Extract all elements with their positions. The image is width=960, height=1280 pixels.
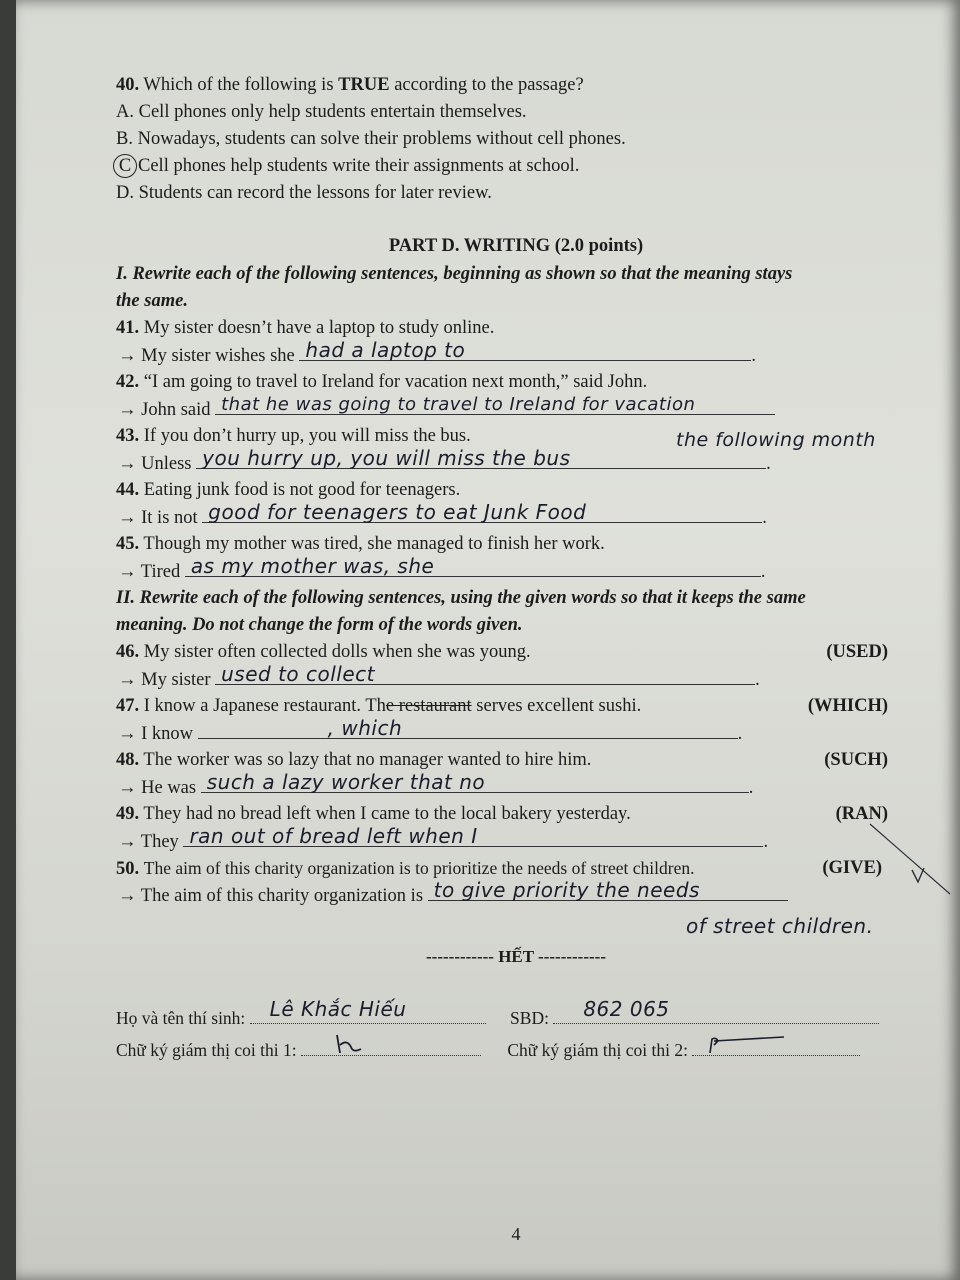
q40-stem-pre: Which of the following is	[143, 75, 334, 95]
q-number: 46.	[116, 642, 140, 662]
margin-pen-marks	[840, 800, 960, 920]
q-number: 42.	[116, 372, 140, 392]
page-number: 4	[511, 1224, 521, 1244]
q-text: Though my mother was tired, she managed to finish her work.	[143, 534, 605, 554]
handwritten-answer: you hurry up, you will miss the bus	[202, 446, 571, 470]
q-prompt: → John said	[118, 400, 211, 420]
end-marker: ------------ HẾT ------------	[426, 947, 606, 966]
q-text: They had no bread left when I came to the local bakery yesterday.	[143, 804, 631, 824]
q-number: 47.	[116, 696, 140, 716]
q-text: “I am going to travel to Ireland for vacation next month,” said John.	[143, 372, 648, 392]
sign2-label: Chữ ký giám thị coi thi 2:	[507, 1040, 688, 1060]
given-word: (GIVE)	[822, 858, 882, 878]
handwritten-answer: used to collect	[221, 662, 376, 686]
q-text: My sister often collected dolls when she was young.	[143, 642, 531, 662]
q-prompt: → He was	[118, 778, 197, 798]
section-1-instruction-cont: the same.	[116, 291, 188, 311]
q-prompt: → I know	[118, 724, 194, 744]
option-text: Nowadays, students can solve their problems without cell phones.	[137, 129, 626, 149]
answer-blank[interactable]	[215, 396, 775, 415]
sign1-label: Chữ ký giám thị coi thi 1:	[116, 1040, 297, 1060]
handwritten-answer: that he was going to travel to Ireland for vacation	[221, 394, 696, 415]
handwritten-sbd: 862 065	[583, 997, 670, 1021]
q40-stem-post: according to the passage?	[394, 75, 584, 95]
q47-answer-line: → I know , which .	[118, 716, 743, 744]
q-prompt: → They	[118, 832, 179, 852]
signature-1	[331, 1031, 371, 1057]
option-letter: B.	[116, 129, 133, 149]
exam-content	[116, 72, 916, 1244]
q-text: My sister doesn’t have a laptop to study online.	[143, 318, 495, 338]
section-1-instruction: I. Rewrite each of the following sentences, beginning as shown so that the meaning stays	[116, 264, 793, 284]
signature-row	[116, 1034, 916, 1066]
answer-blank[interactable]	[215, 662, 755, 686]
q43-answer-line: → Unless you hurry up, you will miss the bus .	[118, 446, 771, 474]
name-label: Họ và tên thí sinh:	[116, 1008, 246, 1028]
answer-blank[interactable]	[202, 500, 762, 524]
q41-text	[116, 315, 916, 342]
q-text-cont: serves excellent sushi.	[471, 696, 642, 716]
q-text: I know a Japanese restaurant. Th	[143, 696, 386, 716]
q-prompt: → Unless	[118, 454, 192, 474]
section-2-instruction: II. Rewrite each of the following sentences, using the given words so that it keeps the same	[116, 588, 806, 608]
exam-paper	[16, 0, 960, 1280]
handwritten-answer: , which	[327, 716, 403, 740]
section-2-instruction-cont: meaning. Do not change the form of the words given.	[116, 615, 523, 635]
handwritten-answer-continuation: of street children.	[686, 914, 874, 938]
given-word: (WHICH)	[807, 696, 888, 716]
handwritten-answer: such a lazy worker that no	[206, 770, 486, 794]
q-prompt: → My sister	[118, 670, 211, 690]
option-letter: D.	[116, 183, 134, 203]
handwritten-answer: had a laptop to	[305, 338, 466, 362]
q47-text	[116, 693, 916, 720]
option-text: Cell phones only help students entertain themselves.	[138, 102, 527, 122]
sbd-field[interactable]	[553, 997, 879, 1024]
signature-2	[704, 1033, 794, 1057]
q-text: The worker was so lazy that no manager wanted to hire him.	[143, 750, 592, 770]
q45-answer-line: → Tired as my mother was, she .	[118, 554, 766, 582]
q40-option-b	[116, 126, 916, 153]
answer-blank[interactable]	[185, 554, 761, 578]
sign2-field[interactable]	[692, 1037, 860, 1056]
q-prompt: → My sister wishes she	[118, 346, 295, 366]
candidate-info	[116, 997, 916, 1066]
q42-answer-line	[116, 396, 916, 423]
crossed-out-text: e restaurant	[385, 696, 472, 716]
q-prompt: → The aim of this charity organization is	[118, 886, 424, 906]
q-text: Eating junk food is not good for teenagers.	[143, 480, 461, 500]
candidate-name-row	[116, 997, 916, 1034]
q50-answer-line	[116, 878, 916, 909]
q-text: The aim of this charity organization is to prioritize the needs of street children.	[143, 858, 695, 878]
given-word: (USED)	[826, 642, 888, 662]
sign1-field[interactable]	[301, 1037, 481, 1056]
q40-option-c	[116, 153, 916, 180]
q-text: If you don’t hurry up, you will miss the bus.	[143, 426, 471, 446]
answer-blank[interactable]	[428, 878, 788, 902]
q-prompt: → It is not	[118, 508, 198, 528]
q-number: 49.	[116, 804, 140, 824]
q40-stem-key: TRUE	[338, 75, 390, 95]
answer-blank[interactable]	[201, 770, 749, 794]
name-field[interactable]	[250, 997, 486, 1024]
q44-answer-line: → It is not good for teenagers to eat Junk Food .	[118, 500, 767, 528]
handwritten-name: Lê Khắc Hiếu	[269, 997, 407, 1021]
q40-option-a	[116, 99, 916, 126]
circled-answer-mark: C	[113, 154, 137, 178]
given-word: (RAN)	[835, 804, 888, 824]
given-word: (SUCH)	[824, 750, 888, 770]
option-text: Cell phones help students write their assignments at school.	[138, 156, 580, 176]
handwritten-answer: as my mother was, she	[190, 554, 435, 578]
handwritten-answer: to give priority the needs	[433, 878, 700, 902]
part-d-title: PART D. WRITING (2.0 points)	[388, 236, 644, 256]
q-number: 50.	[116, 859, 140, 879]
q-number: 43.	[116, 426, 140, 446]
answer-blank[interactable]	[196, 446, 766, 470]
q49-answer-line: → They ran out of bread left when I .	[118, 824, 769, 852]
q50-answer-continuation	[116, 909, 916, 936]
sbd-label: SBD:	[510, 1008, 549, 1028]
q-prompt: → Tired	[118, 562, 181, 582]
q40-number: 40.	[116, 75, 140, 95]
handwritten-answer: ran out of bread left when I	[189, 824, 478, 848]
option-text: Students can record the lessons for later review.	[138, 183, 492, 203]
handwritten-answer: good for teenagers to eat Junk Food	[208, 500, 587, 524]
q-number: 41.	[116, 318, 140, 338]
answer-blank[interactable]	[183, 824, 763, 848]
q-number: 48.	[116, 750, 140, 770]
q40-stem	[116, 72, 916, 99]
handwritten-answer-continuation: the following month	[676, 429, 876, 451]
q40-option-d	[116, 180, 916, 207]
answer-blank[interactable]	[198, 716, 738, 740]
option-letter: A.	[116, 102, 134, 122]
q-number: 45.	[116, 534, 140, 554]
q41-answer-line: → My sister wishes she had a laptop to .	[118, 338, 757, 366]
q48-answer-line: → He was such a lazy worker that no .	[118, 770, 754, 798]
q46-answer-line: → My sister used to collect .	[118, 662, 760, 690]
q-number: 44.	[116, 480, 140, 500]
